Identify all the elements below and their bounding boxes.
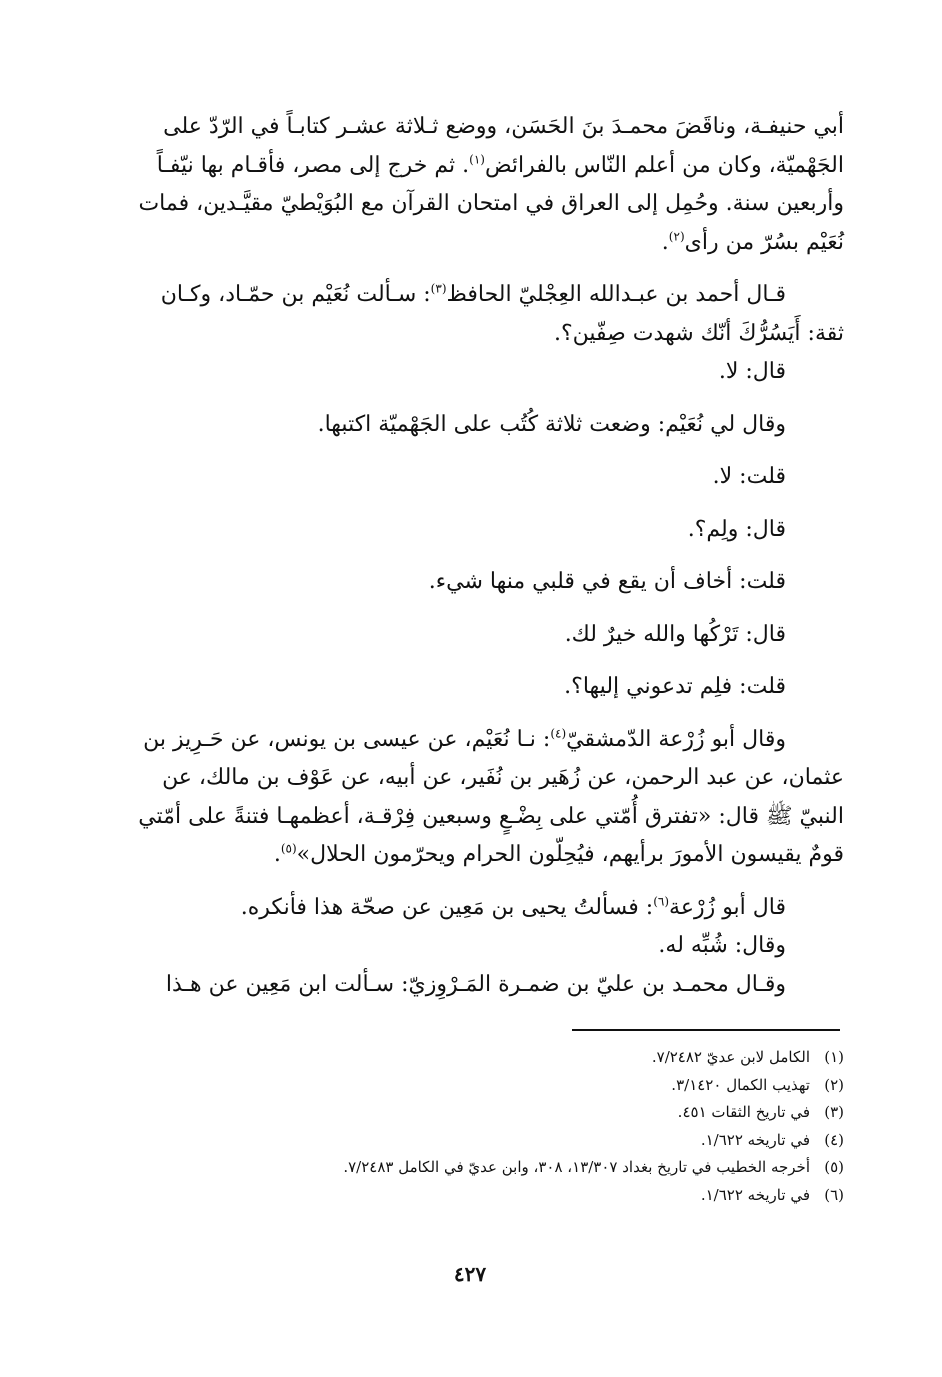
footnote-ref[interactable]: (٦): [653, 894, 670, 909]
dialogue-line: قلت: أخاف أن يقع في قلبي منها شيء.: [428, 569, 786, 594]
footnote-divider: [572, 1029, 840, 1031]
footnote-number: (٣): [824, 1103, 844, 1121]
paragraph-4: [128, 889, 844, 1005]
footnotes: [180, 1044, 844, 1209]
footnote-ref[interactable]: (٣): [430, 281, 447, 296]
footnote-number: (٢): [824, 1075, 844, 1094]
text-line: النبيّ ﷺ قال: «تفترق أُمّتي على بِضْـعٍ وسبعين فِرْقـة، أعظمهـا فتنةً على أمّتي: [138, 803, 844, 829]
footnote: [180, 1127, 844, 1155]
paragraph-2-continued: [128, 315, 844, 354]
main-text: [128, 108, 844, 1004]
footnote-number: (٥): [824, 1158, 844, 1176]
footnote-text: أخرجه الخطيب في تاريخ بغداد ١٣/٣٠٧، ٣٠٨، وابن عديّ في الكامل ٧/٢٤٨٣.: [343, 1158, 810, 1176]
text-line: وقال أبو زُرْعة الدّمشقيّ$^{(٤)}$: نـا نُعَيْم، عن عيسى بن يونس، عن حَـرِيز بن: [143, 726, 786, 752]
dialogue-line: قال: لا.: [718, 359, 786, 384]
footnote-text: في تاريخ الثقات ٤٥١.: [677, 1103, 810, 1121]
dialogue-line: قال: ولِم؟.: [687, 516, 786, 542]
paragraph-1: [128, 108, 844, 262]
footnote-number: (١): [824, 1048, 844, 1066]
footnote: [180, 1154, 844, 1182]
dialogue-line: قال: تَرْكُها والله خيرٌ لك.: [564, 621, 786, 647]
footnote-number: (٤): [824, 1130, 844, 1149]
text-line: ثقة: أَيَسُرُّكَ أنّك شهدت صِفّين؟.: [553, 320, 844, 346]
text-line: قـال أحمد بن عبـدالله العِجْليّ الحافظ$^{(٣)}$: سـألت نُعَيْم بن حمّـاد، وكـان: [160, 281, 786, 307]
text-line: الجَهْميّة، وكان من أعلم النّاس بالفرائض$^{(١)}$. ثم خرج إلى مصر، فأقـام بها نيّفـاً: [156, 152, 844, 178]
footnote-ref[interactable]: (٤): [550, 726, 567, 741]
footnote-ref[interactable]: (١): [469, 152, 485, 167]
footnote-ref[interactable]: (٢): [668, 229, 685, 244]
dialogue-line: وقال لي نُعَيْم: وضعت ثلاثة كُتُب على الجَهْميّة اكتبها.: [317, 411, 786, 437]
text-line: عثمان، عن عبد الرحمن، عن زُهَير بن نُفَير، عن أبيه، عن عَوْف بن مالك، عن: [162, 765, 844, 790]
footnote: [180, 1072, 844, 1100]
paragraph-3: [128, 721, 844, 760]
text-line: نُعَيْم بسُرّ من رأى$^{(٢)}$.: [661, 229, 844, 255]
paragraph-2: [128, 276, 844, 315]
text-line: قومٌ يقيسون الأمورَ برأيهم، فيُحِلّون الحرام ويحرّمون الحلال»$^{(٥)}$.: [273, 841, 844, 867]
footnote-text: في تاريخه ١/٦٢٢.: [700, 1185, 810, 1204]
text-line: وقال: شُبِّه له.: [658, 933, 786, 958]
footnote-ref[interactable]: (٥): [280, 841, 297, 856]
page-number: ٤٢٧: [453, 1262, 487, 1286]
text-line: وأربعين سنة. وحُمِل إلى العراق في امتحان القرآن مع البُوَيْطيّ مقيَّـدين، فمات: [138, 191, 844, 216]
footnote-number: (٦): [824, 1185, 844, 1204]
dialogue-line: قلت: فلِم تدعوني إليها؟.: [564, 674, 786, 699]
text-line: وقـال محمـد بن عليّ بن ضمـرة المَـرْوِزيّ: سـألت ابن مَعِين عن هـذا: [165, 971, 786, 997]
text-line: أبي حنيفـة، وناقَضَ محمـدَ بنَ الحَسَن، ووضع ثـلاثة عشـر كتابـاً في الرّدّ على: [163, 114, 844, 139]
dialogue-line: قلت: لا.: [712, 464, 786, 489]
text-line: قال أبو زُرْعة$^{(٦)}$: فسألتُ يحيى بن مَعِين عن صحّة هذا فأنكره.: [240, 894, 786, 920]
footnote-text: تهذيب الكمال ٣/١٤٢٠.: [671, 1075, 810, 1094]
footnote: [180, 1044, 844, 1072]
footnote-text: الكامل لابن عديّ ٧/٢٤٨٢.: [651, 1048, 810, 1066]
footnote-text: في تاريخه ١/٦٢٢.: [700, 1130, 810, 1149]
paragraph-3-continued: [128, 759, 844, 875]
footnote: [180, 1182, 844, 1210]
footnote: [180, 1099, 844, 1127]
